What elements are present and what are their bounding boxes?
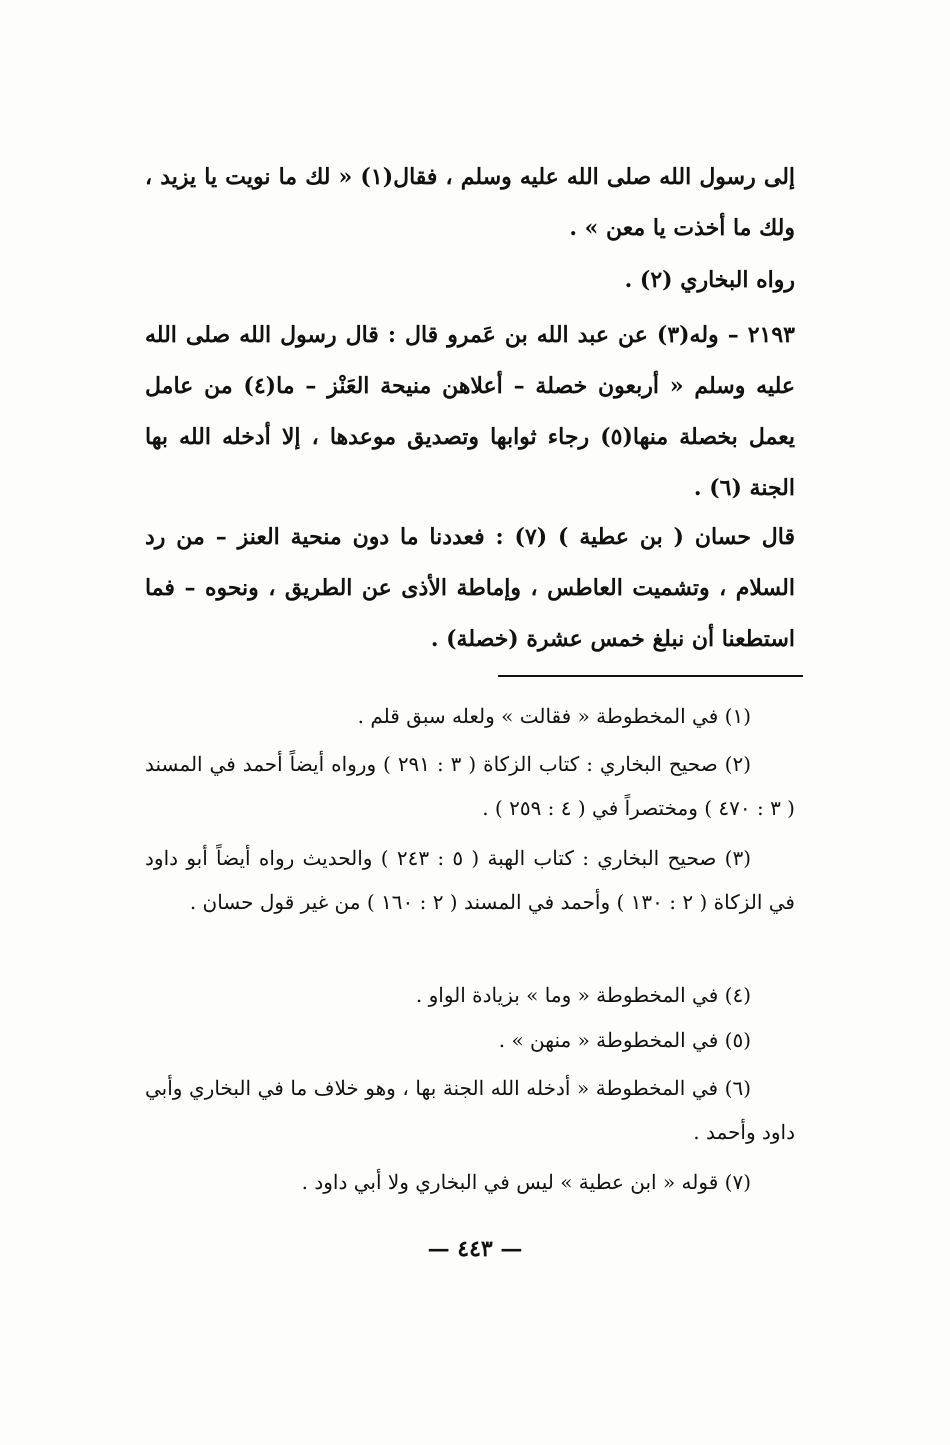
footnote-separator bbox=[498, 675, 803, 677]
paragraph-hadith-2193: ٢١٩٣ – وله(٣) عن عبد الله بن عَمرو قال : قال رسول الله صلى الله عليه وسلم « أربعون خصلة – أعلاهن منيحة العَنْز – ما(٤) من عامل يعمل بخصلة منها(٥) رجاء ثوابها وتصديق موعدها ، إلا أدخله الله بها الجنة (٦) . bbox=[145, 322, 795, 501]
footnote-2: (٢) صحيح البخاري : كتاب الزكاة ( ٣ : ٢٩١ ) ورواه أيضاً أحمد في المسند ( ٣ : ٤٧٠ ) ومختصراً في ( ٤ : ٢٥٩ ) . bbox=[145, 752, 795, 820]
paragraph-hassan: قال حسان ( بن عطية ) (٧) : فعددنا ما دون منحية العنز – من رد السلام ، وتشميت العاطس ، وإماطة الأذى عن الطريق ، ونحوه – فما استطعنا أن نبلغ خمس عشرة (خصلة) . bbox=[145, 524, 795, 652]
footnote-7: (٧) قوله « ابن عطية » ليس في البخاري ولا أبي داود . bbox=[301, 1170, 751, 1194]
footnote-4: (٤) في المخطوطة « وما » بزيادة الواو . bbox=[415, 983, 751, 1007]
page-number: — ٤٤٣ — bbox=[427, 1236, 523, 1262]
footnote-5: (٥) في المخطوطة « منهن » . bbox=[498, 1028, 751, 1052]
paragraph-2: رواه البخاري (٢) . bbox=[624, 267, 795, 293]
paragraph-1: إلى رسول الله صلى الله عليه وسلم ، فقال(١) « لك ما نويت يا يزيد ، ولك ما أخذت يا معن » . bbox=[145, 164, 796, 241]
footnote-3: (٣) صحيح البخاري : كتاب الهبة ( ٥ : ٢٤٣ ) والحديث رواه أيضاً أبو داود في الزكاة ( ٢ : ١٣٠ ) وأحمد في المسند ( ٢ : ١٦٠ ) من غير قول حسان . bbox=[145, 846, 795, 914]
footnote-6: (٦) في المخطوطة « أدخله الله الجنة بها ، وهو خلاف ما في البخاري وأبي داود وأحمد . bbox=[145, 1076, 795, 1144]
footnote-1: (١) في المخطوطة « فقالت » ولعله سبق قلم . bbox=[357, 704, 751, 728]
